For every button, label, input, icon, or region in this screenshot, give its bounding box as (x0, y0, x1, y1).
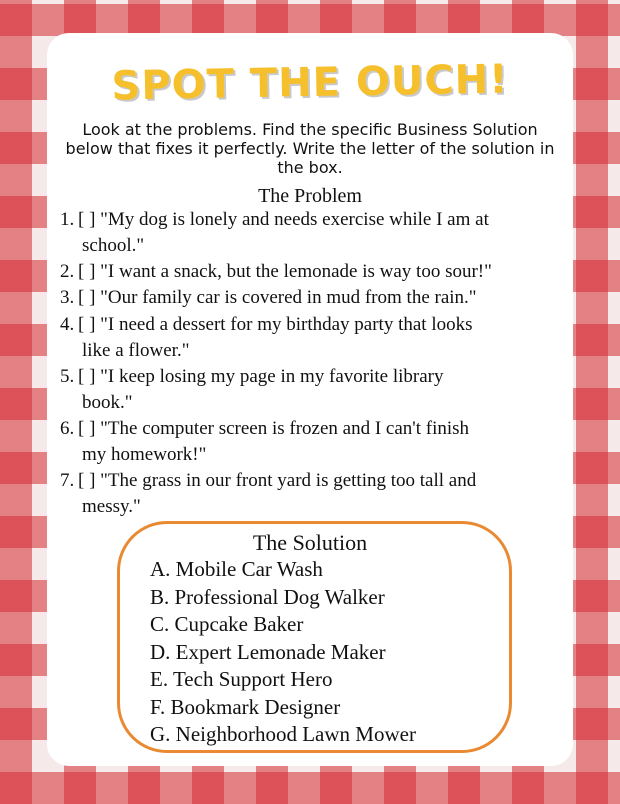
problem-number: 1. (60, 209, 75, 230)
solution-heading: The Solution (252, 530, 368, 555)
solution-item-e: E. Tech Support Hero (150, 667, 333, 691)
problem-number: 2. (60, 261, 75, 282)
solution-item-a: A. Mobile Car Wash (150, 557, 323, 581)
problem-text-continued: book." (82, 392, 133, 413)
instructions: Look at the problems. Find the specific Business Solution below that fixes it perfectly. Write the letter of the solution in the box. (65, 120, 555, 177)
problem-text: "The computer screen is frozen and I can't finish (100, 418, 470, 439)
problem-item-5 (60, 364, 560, 416)
problem-text: "I need a dessert for my birthday party that looks (100, 314, 473, 335)
solution-item-c: C. Cupcake Baker (150, 612, 304, 636)
problem-heading: The Problem (258, 185, 362, 207)
answer-box[interactable]: [ ] (78, 261, 96, 282)
problem-item-1 (60, 207, 560, 259)
problem-item-2 (60, 259, 560, 285)
problem-text: "I want a snack, but the lemonade is way too sour!" (100, 261, 492, 282)
answer-box[interactable]: [ ] (78, 470, 96, 491)
problem-item-4 (60, 312, 560, 364)
problem-number: 6. (60, 418, 75, 439)
problem-text: "Our family car is covered in mud from the rain." (100, 287, 477, 308)
problem-number: 4. (60, 314, 75, 335)
problem-number: 5. (60, 366, 75, 387)
problem-item-3 (60, 285, 560, 311)
answer-box[interactable]: [ ] (78, 418, 96, 439)
problem-item-7 (60, 468, 560, 520)
problem-number: 7. (60, 470, 75, 491)
solution-item-b: B. Professional Dog Walker (150, 585, 385, 609)
solution-item-d: D. Expert Lemonade Maker (150, 640, 386, 664)
answer-box[interactable]: [ ] (78, 287, 96, 308)
solution-item-f: F. Bookmark Designer (150, 695, 341, 719)
answer-box[interactable]: [ ] (78, 314, 96, 335)
solution-item-g: G. Neighborhood Lawn Mower (150, 722, 416, 746)
problem-text-continued: school." (82, 235, 145, 256)
answer-box[interactable]: [ ] (78, 366, 96, 387)
problem-text-continued: my homework!" (82, 444, 207, 465)
problem-text: "My dog is lonely and needs exercise while I am at (100, 209, 489, 230)
problem-text-continued: like a flower." (82, 340, 190, 361)
problem-number: 3. (60, 287, 75, 308)
problem-text-continued: messy." (82, 496, 141, 517)
problem-text: "The grass in our front yard is getting too tall and (100, 470, 477, 491)
problem-item-6 (60, 416, 560, 468)
problem-text: "I keep losing my page in my favorite library (100, 366, 444, 387)
page-title: SPOT THE OUCH! (111, 56, 509, 110)
answer-box[interactable]: [ ] (78, 209, 96, 230)
